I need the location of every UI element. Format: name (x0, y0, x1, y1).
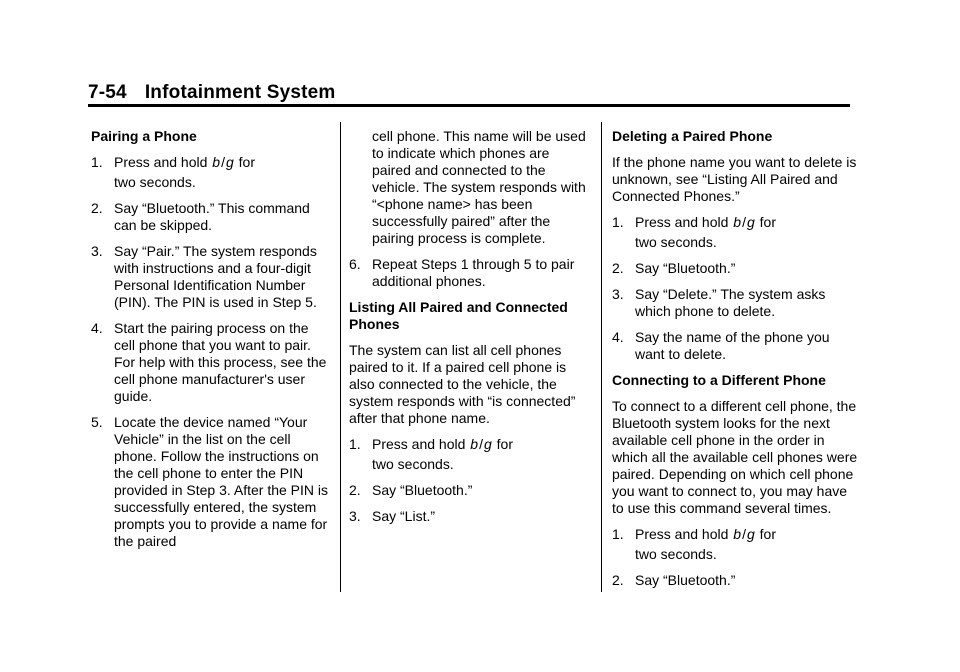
push-to-talk-icon: b (733, 526, 742, 542)
step-number: 1. (349, 436, 361, 452)
step-text-line2: two seconds. (635, 234, 717, 250)
list-item (91, 414, 331, 550)
list-item (91, 243, 331, 311)
page-header (88, 82, 336, 104)
step-text: Press and hold (372, 436, 466, 452)
step-number: 1. (612, 214, 624, 230)
step-text-line2: two seconds. (114, 174, 196, 190)
list-item (349, 508, 591, 525)
column-3 (612, 128, 858, 598)
step-text: Press and hold (635, 214, 729, 230)
icon-separator: / (742, 526, 746, 542)
step-text: Press and hold (635, 526, 729, 542)
voice-command-icon: g (225, 154, 234, 170)
step-number: 3. (349, 508, 361, 524)
step-text: Say “Bluetooth.” (635, 260, 736, 276)
step-text: Repeat Steps 1 through 5 to pair additional phones. (372, 256, 575, 289)
column-2 (349, 128, 591, 534)
step-text: Say “Delete.” The system asks which phone to delete. (635, 286, 826, 319)
list-item (612, 286, 858, 320)
step-text-end: for (496, 436, 514, 452)
pairing-steps (91, 154, 331, 550)
paragraph: The system can list all cell phones paired to it. If a paired cell phone is also connected to the vehicle, the system responds with “is connected” after that phone name. (349, 342, 576, 426)
voice-command-icon: g (746, 526, 755, 542)
step-text: Say “Bluetooth.” (372, 482, 473, 498)
heading-deleting-phone: Deleting a Paired Phone (612, 128, 773, 144)
step-number: 1. (91, 154, 103, 170)
column-divider-2 (601, 122, 602, 592)
step-number: 1. (612, 526, 624, 542)
step-text: Say “Pair.” The system responds with instructions and a four-digit Personal Identification Number (PIN). The PIN is used in Step 5. (114, 243, 317, 310)
push-to-talk-icon: b (733, 214, 742, 230)
heading-pairing-a-phone: Pairing a Phone (91, 128, 197, 144)
step-number: 3. (91, 243, 103, 259)
connecting-steps (612, 526, 858, 589)
voice-command-icon: g (483, 436, 492, 452)
list-item (612, 329, 858, 363)
step-text-end: for (238, 154, 256, 170)
step-text: Start the pairing process on the cell phone that you want to pair. For help with this process, see the cell phone manufacturer's user guide. (114, 320, 327, 404)
heading-connecting-phone: Connecting to a Different Phone (612, 372, 826, 388)
push-to-talk-icon: b (470, 436, 479, 452)
step-text: Press and hold (114, 154, 208, 170)
step-text-line2: two seconds. (372, 456, 454, 472)
list-item (91, 200, 331, 234)
step-number: 5. (91, 414, 103, 430)
step-text-end: for (759, 214, 777, 230)
list-item (612, 526, 858, 563)
column-divider-1 (340, 122, 341, 592)
step-number: 2. (91, 200, 103, 216)
step-number: 2. (612, 260, 624, 276)
step-text: Say the name of the phone you want to delete. (635, 329, 830, 362)
voice-command-icon: g (746, 214, 755, 230)
list-item (612, 260, 858, 277)
step-number: 2. (349, 482, 361, 498)
icon-separator: / (479, 436, 483, 452)
section-title: Infotainment System (144, 82, 336, 103)
step-text: Say “List.” (372, 508, 436, 524)
step-number: 4. (612, 329, 624, 345)
step-number: 3. (612, 286, 624, 302)
icon-separator: / (742, 214, 746, 230)
step-number: 4. (91, 320, 103, 336)
list-item (91, 154, 331, 191)
deleting-steps (612, 214, 858, 363)
paragraph: If the phone name you want to delete is unknown, see “Listing All Paired and Connected Phones.” (612, 154, 857, 204)
step-text-end: for (759, 526, 777, 542)
list-item (349, 482, 591, 499)
step-text: Locate the device named “Your Vehicle” in the list on the cell phone. Follow the instructions on the cell phone to enter the PIN provided in Step 3. After the PIN is successfully entered, the system prompts you to provide a name for the paired (114, 414, 329, 549)
list-item (612, 214, 858, 251)
step-text: Say “Bluetooth.” (635, 572, 736, 588)
step-5-continuation: cell phone. This name will be used to indicate which phones are paired and connected to the vehicle. The system responds with “<phone name> has been successfully paired” after the pairing process is complete. (372, 128, 586, 246)
header-rule (88, 104, 850, 107)
list-item (349, 436, 591, 473)
list-item (612, 572, 858, 589)
icon-separator: / (221, 154, 225, 170)
listing-steps (349, 436, 591, 525)
push-to-talk-icon: b (212, 154, 221, 170)
step-number: 2. (612, 572, 624, 588)
paragraph: To connect to a different cell phone, the Bluetooth system looks for the next available cell phone in the order in which all the available cell phones were paired. Depending on which cell phone you want to connect to, you may have to use this command several times. (612, 398, 858, 516)
column-1 (91, 128, 331, 559)
page-number: 7-54 (88, 82, 127, 103)
step-text-line2: two seconds. (635, 546, 717, 562)
list-item (91, 320, 331, 405)
list-item (349, 256, 591, 290)
step-number: 6. (349, 256, 361, 272)
pairing-steps-cont (349, 256, 591, 290)
heading-listing-phones: Listing All Paired and Connected Phones (349, 299, 568, 332)
step-text: Say “Bluetooth.” This command can be skipped. (114, 200, 310, 233)
